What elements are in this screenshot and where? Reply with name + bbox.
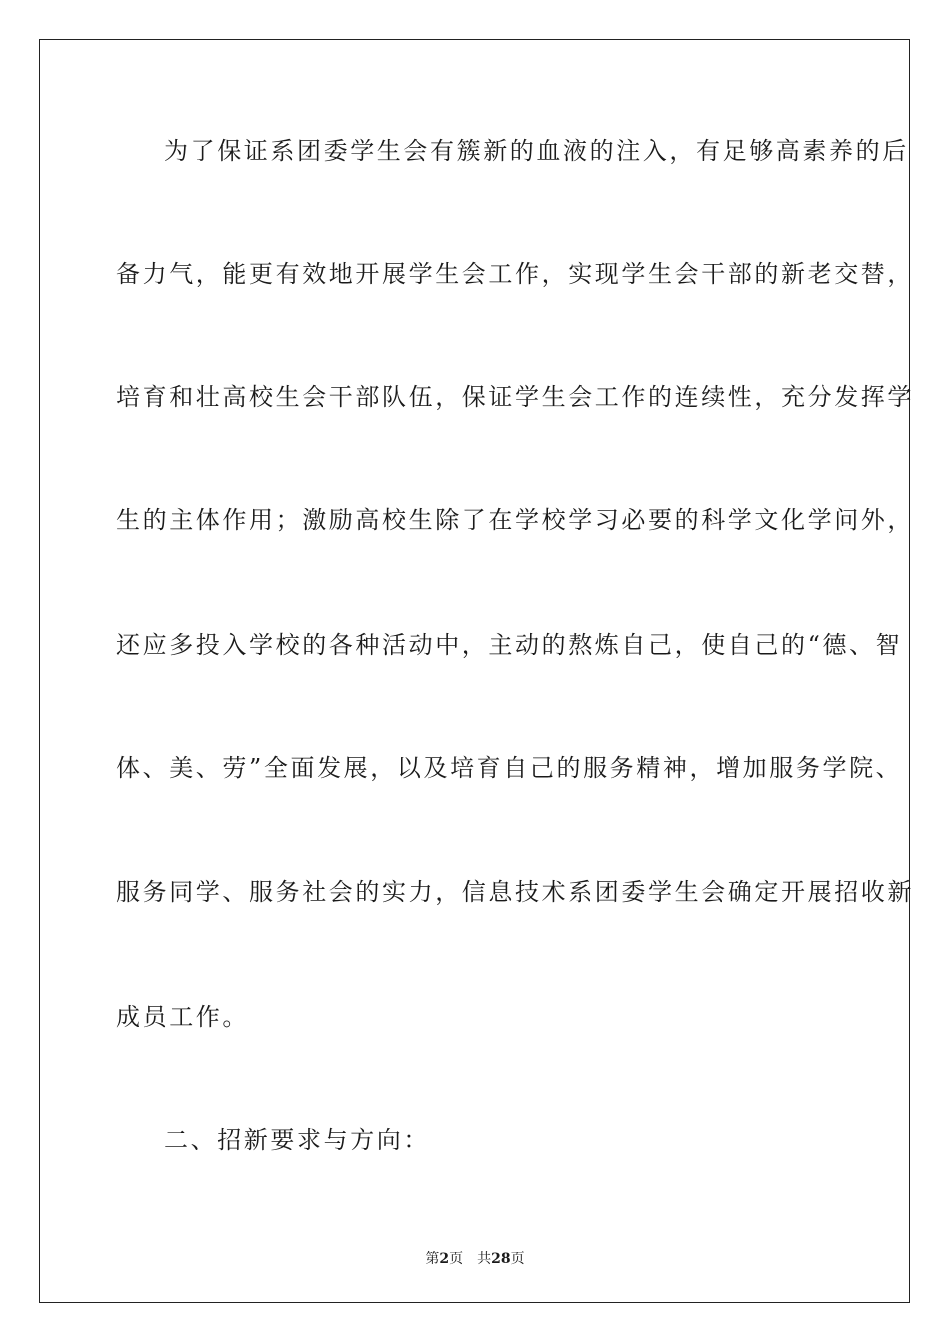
section-heading: 二、招新要求与方向： <box>164 1126 430 1154</box>
paragraph-line: 服务同学、服务社会的实力，信息技术系团委学生会确定开展招收新 <box>116 878 914 906</box>
paragraph-line: 备力气，能更有效地开展学生会工作，实现学生会干部的新老交替， <box>116 260 914 288</box>
paragraph-line: 培育和壮高校生会干部队伍，保证学生会工作的连续性，充分发挥学 <box>116 383 914 411</box>
paragraph-line: 体、美、劳”全面发展，以及培育自己的服务精神，增加服务学院、 <box>116 754 903 782</box>
page-footer <box>0 1248 950 1268</box>
total-pages: 28 <box>491 1251 511 1267</box>
total-prefix: 共 <box>477 1251 492 1267</box>
paragraph-line: 生的主体作用；激励高校生除了在学校学习必要的科学文化学问外， <box>116 506 914 534</box>
page-number: 2 <box>439 1251 450 1267</box>
total-suffix: 页 <box>510 1251 525 1267</box>
page-prefix: 第 <box>425 1251 440 1267</box>
page-border <box>39 39 914 1303</box>
paragraph-line: 成员工作。 <box>116 1003 249 1031</box>
page-suffix: 页 <box>449 1251 464 1267</box>
paragraph-line: 为了保证系团委学生会有簇新的血液的注入，有足够高素养的后 <box>164 137 909 165</box>
paragraph-line: 还应多投入学校的各种活动中，主动的熬炼自己，使自己的“德、智 <box>116 631 903 659</box>
